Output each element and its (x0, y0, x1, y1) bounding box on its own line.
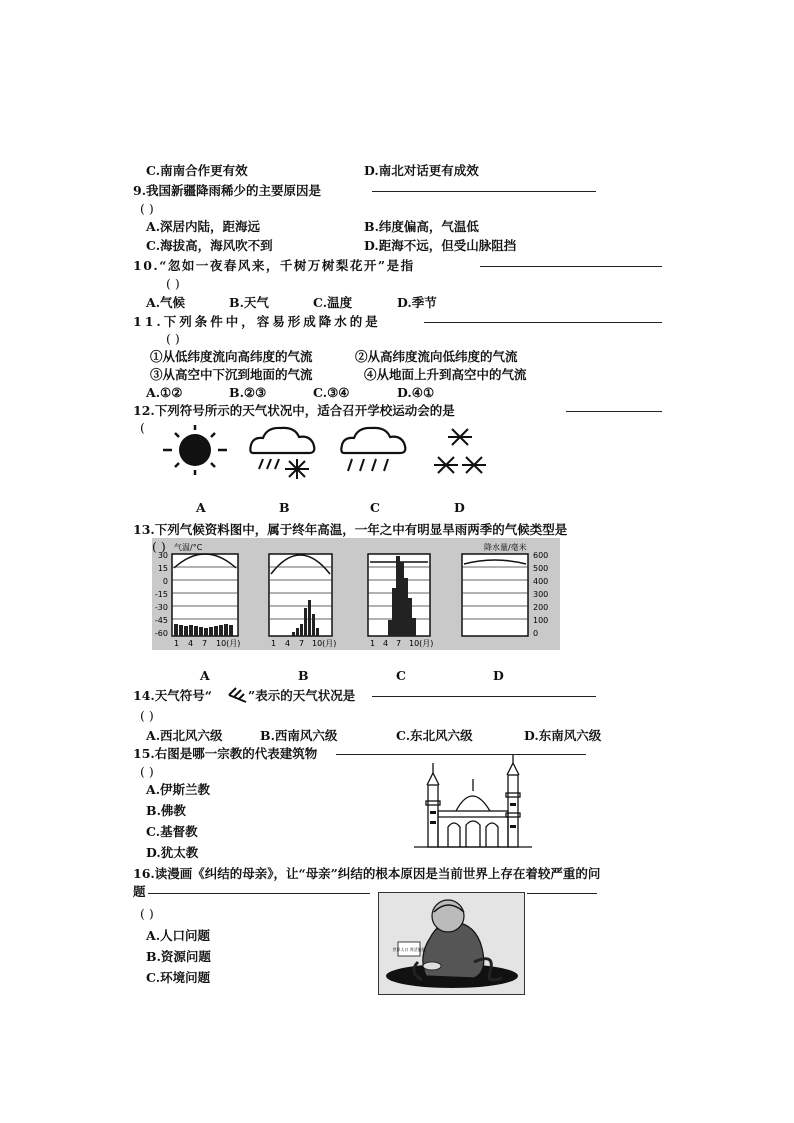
precip-tick: 0 (533, 629, 539, 638)
q16-option-b: B.资源问题 (146, 949, 211, 964)
q11-option-a: A.①② (146, 385, 183, 400)
q12-label-c: C (370, 500, 380, 515)
temp-axis-title: 气温/°C (174, 543, 203, 552)
q15-stem: 15.右图是哪一宗教的代表建筑物 (133, 746, 318, 761)
q11-answer-line (424, 322, 662, 323)
rain-snow-icon (245, 425, 323, 480)
q16-answer-paren: ( ) (140, 906, 154, 921)
temp-tick: -60 (154, 629, 168, 638)
sunny-icon (155, 423, 235, 478)
temp-tick: 15 (157, 564, 168, 573)
q15-answer-paren: ( ) (140, 764, 154, 779)
q14-stem-before: 14.天气符号“ (133, 688, 212, 703)
q11-condition-2: ②从高纬度流向低纬度的气流 (355, 349, 518, 364)
mosque-illustration (414, 755, 532, 850)
q14-option-d: D.东南风六级 (524, 728, 602, 743)
month-tick: 10(月) (409, 639, 434, 648)
q13-label-d: D (493, 668, 504, 683)
temp-tick: -30 (154, 603, 168, 612)
temp-tick: 0 (162, 577, 168, 586)
q13-stem: 13.下列气候资料图中，属于终年高温，一年之中有明显旱雨两季的气候类型是 (133, 522, 568, 537)
q12-answer-paren: ( (140, 420, 145, 435)
q12-label-d: D (454, 500, 465, 515)
q13-label-a: A (200, 668, 210, 683)
q16-answer-line-left (148, 893, 370, 894)
q12-answer-line (566, 411, 662, 412)
cartoon-tangled-mother (378, 892, 525, 995)
climate-chart-c (368, 554, 430, 636)
climate-chart-a (172, 554, 238, 636)
q14-stem-after: ”表示的天气状况是 (248, 688, 356, 703)
q11-condition-4: ④从地面上升到高空中的气流 (364, 367, 527, 382)
q13-label-b: B (298, 668, 309, 683)
q10-option-c: C.温度 (313, 295, 353, 310)
q9-stem: 9.我国新疆降雨稀少的主要原因是 (133, 183, 322, 198)
q8-option-c: C.南南合作更有效 (146, 163, 248, 178)
q12-stem: 12.下列符号所示的天气状况中，适合召开学校运动会的是 (133, 403, 455, 418)
month-tick: 7 (299, 639, 305, 648)
temp-tick: -45 (154, 616, 168, 625)
q13-label-c: C (396, 668, 406, 683)
q15-option-b: B.佛教 (146, 803, 186, 818)
q14-option-c: C.东北风六级 (396, 728, 473, 743)
wind-symbol-icon (226, 686, 248, 704)
q15-option-c: C.基督教 (146, 824, 198, 839)
q11-condition-1: ①从低纬度流向高纬度的气流 (150, 349, 313, 364)
q10-stem: 10.“忽如一夜春风来，千树万树梨花开”是指 (133, 258, 415, 273)
precip-tick: 200 (533, 603, 549, 612)
month-tick: 1 (370, 639, 376, 648)
q9-answer-paren: ( ) (140, 201, 154, 216)
q15-option-d: D.犹太教 (146, 845, 199, 860)
climate-charts (152, 538, 560, 650)
q8-option-d: D.南北对话更有成效 (364, 163, 479, 178)
precip-tick: 300 (533, 590, 549, 599)
q11-answer-paren: ( ) (166, 331, 180, 346)
month-tick: 4 (285, 639, 291, 648)
q10-answer-paren: ( ) (166, 276, 180, 291)
month-tick: 7 (396, 639, 402, 648)
q12-label-b: B (279, 500, 290, 515)
temp-tick: 30 (157, 551, 168, 560)
month-tick: 1 (174, 639, 180, 648)
q16-stem-line2: 题 (133, 884, 146, 899)
month-tick: 10(月) (216, 639, 241, 648)
month-tick: 4 (188, 639, 194, 648)
q15-option-a: A.伊斯兰教 (146, 782, 211, 797)
month-tick: 10(月) (312, 639, 337, 648)
climate-chart-d (462, 554, 528, 636)
precip-tick: 500 (533, 564, 549, 573)
q11-option-b: B.②③ (229, 385, 267, 400)
climate-chart-b (269, 554, 332, 636)
q14-answer-paren: ( ) (140, 708, 154, 723)
q10-option-d: D.季节 (397, 295, 437, 310)
q14-option-a: A.西北风六级 (146, 728, 223, 743)
q9-option-c: C.海拔高，海风吹不到 (146, 238, 273, 253)
precip-axis-title: 降水量/毫米 (484, 543, 527, 552)
q14-option-b: B.西南风六级 (260, 728, 338, 743)
q10-option-a: A.气候 (146, 295, 186, 310)
q11-condition-3: ③从高空中下沉到地面的气流 (150, 367, 313, 382)
month-tick: 4 (383, 639, 389, 648)
precip-tick: 600 (533, 551, 549, 560)
q9-answer-line (372, 191, 596, 192)
q16-answer-line-right (527, 893, 597, 894)
q11-stem: 11.下列条件中，容易形成降水的是 (133, 314, 381, 329)
q9-option-a: A.深居内陆，距海远 (146, 219, 261, 234)
q16-option-a: A.人口问题 (146, 928, 211, 943)
q10-answer-line (480, 266, 662, 267)
month-tick: 1 (271, 639, 277, 648)
q11-option-c: C.③④ (313, 385, 350, 400)
q9-option-b: B.纬度偏高，气温低 (364, 219, 479, 234)
q16-option-c: C.环境问题 (146, 970, 211, 985)
q11-option-d: D.④① (397, 385, 435, 400)
q16-stem-line1: 16.读漫画《纠结的母亲》，让“母亲”纠结的根本原因是当前世界上存在着较严重的问 (133, 866, 601, 881)
snow-icon (432, 425, 492, 480)
rain-icon (336, 425, 414, 480)
precip-tick: 400 (533, 577, 549, 586)
temp-tick: -15 (154, 590, 168, 599)
q13-answer-paren: ( ) (152, 539, 166, 554)
precip-tick: 100 (533, 616, 549, 625)
q9-option-d: D.距海不远，但受山脉阻挡 (364, 238, 517, 253)
q10-option-b: B.天气 (229, 295, 269, 310)
q14-answer-line (372, 696, 596, 697)
cartoon-text: 世界人口 养活他们 (392, 947, 426, 952)
q12-label-a: A (196, 500, 206, 515)
month-tick: 7 (202, 639, 208, 648)
